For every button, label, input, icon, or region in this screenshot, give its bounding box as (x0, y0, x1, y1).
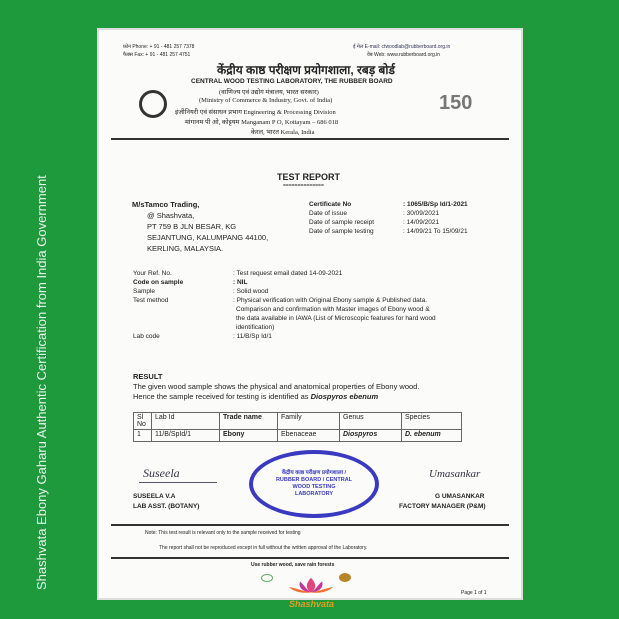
table-header: Species (402, 413, 462, 430)
watermark: Shashvata Ebony Gaharu Authentic Certification from India Government (34, 175, 49, 590)
cert-label: Date of issue (309, 210, 347, 217)
signatory-title: LAB ASST. (BOTANY) (133, 503, 200, 510)
cert-label: Date of sample testing (309, 228, 374, 235)
addressee-line: @ Shashvata, (147, 211, 195, 220)
cert-label: Date of sample receipt (309, 219, 375, 226)
table-cell: Ebony (220, 430, 278, 442)
result-species: Diospyros ebenum (310, 392, 379, 401)
detail-label: Sample (133, 288, 156, 295)
fax: फैक्स Fax: + 91 - 481 257 4751 (123, 52, 191, 58)
signatory-name: G UMASANKAR (435, 493, 485, 500)
website: वेब Web: www.rubberboard.org.in (367, 52, 441, 58)
cert-value: : 14/09/21 To 15/09/21 (403, 228, 468, 235)
signatory-name: SUSEELA V.A (133, 493, 176, 500)
shashvata-logo-text: Shashvata (289, 599, 335, 609)
certification-badge-icon (261, 574, 273, 582)
table-header: Lab Id (152, 413, 220, 430)
table-cell: Ebenaceae (278, 430, 340, 442)
table-cell: Diospyros (340, 430, 402, 442)
page-number: Page 1 of 1 (461, 590, 487, 596)
cert-value: : 14/09/2021 (403, 219, 440, 226)
rubber-board-emblem-icon (139, 90, 167, 118)
slogan: Use rubber wood, save rain forests (251, 562, 335, 568)
table-header: Sl No (134, 413, 152, 430)
table-cell: 11/B/SpId/1 (152, 430, 220, 442)
result-table (133, 412, 462, 442)
cert-value: : 1065/B/Sp Id/1-2021 (403, 201, 468, 208)
phone: फ़ोन Phone: + 91 - 481 257 7378 (123, 44, 195, 50)
test-report-document (97, 28, 523, 609)
detail-value: : 11/B/Sp Id/1 (233, 333, 272, 340)
detail-value: : Test request email dated 14-09-2021 (233, 270, 343, 277)
detail-label: Lab code (133, 333, 160, 340)
cert-value: : 30/09/2021 (403, 210, 440, 217)
ministry: (Ministry of Commerce & Industry, Govt. of India) (199, 97, 333, 104)
detail-label: Code on sample (133, 279, 184, 286)
anniversary-logo: 150 (439, 92, 473, 114)
footer-divider (111, 557, 509, 559)
detail-value: : Solid wood (233, 288, 269, 295)
signature-line (139, 482, 217, 483)
addressee-line: SEJANTUNG, KALUMPANG 44100, (147, 233, 269, 242)
addressee-name: M/sTamco Trading, (132, 200, 200, 209)
report-title: TEST REPORT (277, 172, 341, 182)
lab-title: CENTRAL WOOD TESTING LABORATORY, THE RUBBER BOARD (191, 78, 393, 85)
detail-label: Your Ref. No. (133, 270, 172, 277)
detail-value: Comparison and confirmation with Master images of Ebony wood & (236, 306, 430, 313)
state: केरल, भारत Kerala, India (251, 129, 315, 136)
title-underline: ============== (283, 183, 324, 189)
table-header-row (134, 413, 462, 430)
detail-value: : NIL (233, 279, 248, 286)
hindi-title: केंद्रीय काष्ठ परीक्षण प्रयोगशाला, रबड़ बोर्ड (217, 63, 395, 77)
table-cell: D. ebenum (402, 430, 462, 442)
detail-value: the data available in IAWA (List of Microscopic features for hard wood (236, 315, 436, 322)
addressee-line: PT 759 B JLN BESAR, KG (147, 222, 237, 231)
table-cell: 1 (134, 430, 152, 442)
hindi-ministry: (वाणिज्य एवं उद्योग मंत्रालय, भारत सरकार) (219, 89, 319, 96)
header-divider (111, 138, 509, 140)
result-text: Hence the sample received for testing is identified as (133, 392, 311, 401)
division: इंजीनियरी एवं संसाधन प्रभाग Engineering & Processing Division (175, 109, 336, 116)
address: मांगानम पी ओ, कोट्टयम Manganam P O, Kottayam – 686 018 (185, 119, 339, 126)
table-header: Family (278, 413, 340, 430)
stamp-text: केंद्रीय काष्ठ परीक्षण प्रयोगशाला / RUBBER BOARD / CENTRAL WOOD TESTING LABORATORY (275, 469, 353, 498)
cert-label: Certificate No (309, 201, 352, 208)
result-text: The given wood sample shows the physical and anatomical properties of Ebony wood. (133, 382, 420, 391)
detail-value: : Physical verification with Original Ebony sample & Published data. (233, 297, 428, 304)
detail-label: Test method (133, 297, 169, 304)
addressee-line: KERLING, MALAYSIA. (147, 244, 224, 253)
result-heading: RESULT (133, 372, 163, 381)
table-header: Genus (340, 413, 402, 430)
detail-value: identification) (236, 324, 275, 331)
laboratory-stamp (249, 450, 379, 518)
footer-divider (111, 524, 509, 526)
email: ई मेल E-mail: ctwoodlab@rubberboard.org.in (353, 44, 451, 50)
note-reproduction: The report shall not be reproduced except in full without the written approval of the Laboratory. (159, 545, 368, 551)
table-header: Trade name (220, 413, 278, 430)
shashvata-lotus-logo (279, 576, 343, 598)
table-row (134, 430, 462, 442)
note-relevance: Note: This test result is relevant only to the sample received for testing (145, 530, 301, 536)
signature-umasankar: Umasankar (429, 468, 481, 480)
signature-suseela: Suseela (143, 466, 180, 480)
signatory-title: FACTORY MANAGER (P&M) (399, 503, 486, 510)
